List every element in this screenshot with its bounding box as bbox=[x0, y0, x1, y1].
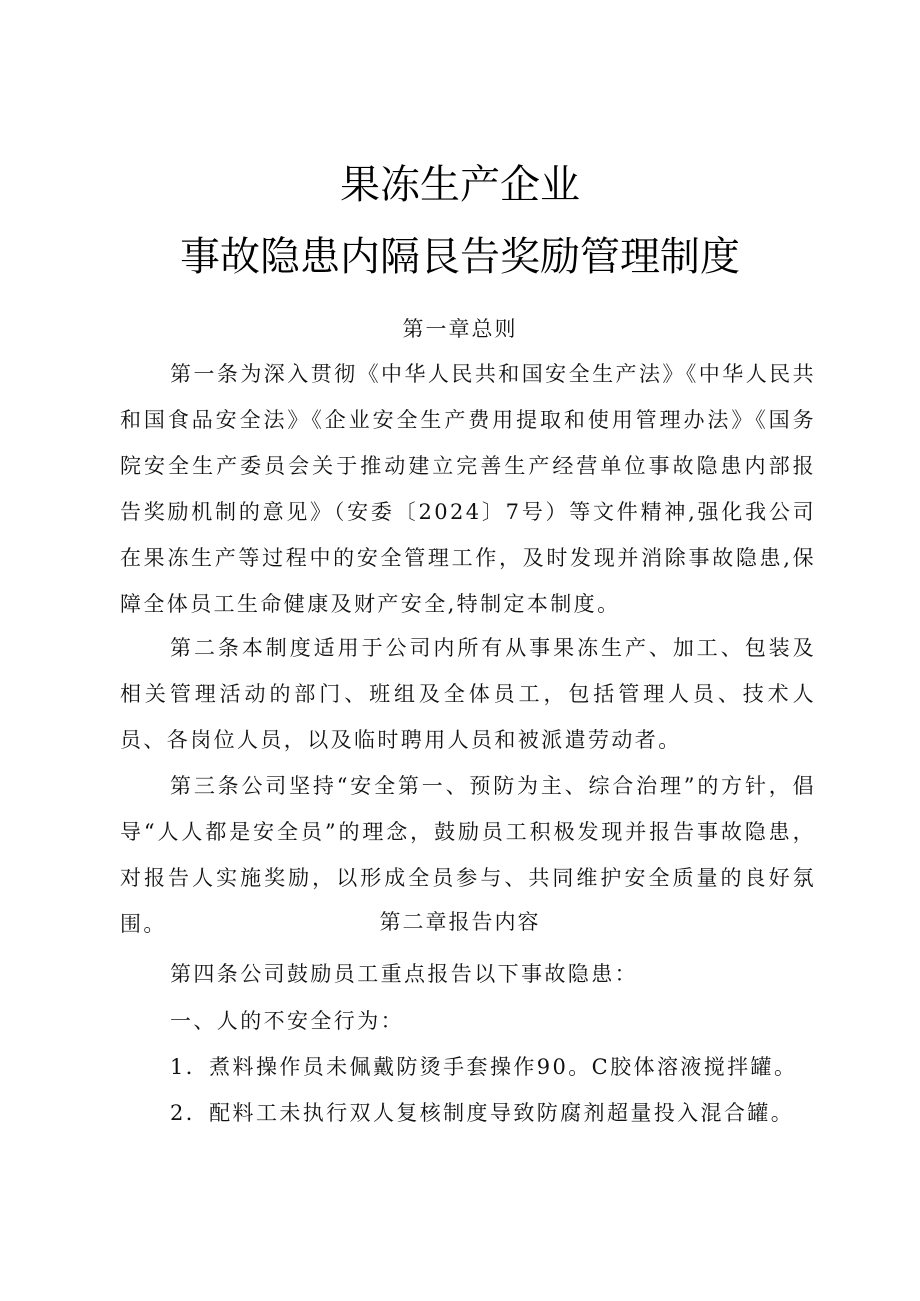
document-title-line1: 果冻生产企业 bbox=[340, 162, 580, 208]
chapter-heading-general: 第一章总则 bbox=[402, 317, 518, 341]
chapter-heading-report-content: 第二章报告内容 bbox=[379, 910, 541, 934]
article-1-paragraph: 第一条为深入贯彻《中华人民共和国安全生产法》《中华人民共和国食品安全法》《企业安全生产费用提取和使用管理办法》《国务院安全生产委员会关于推动建立完善生产经营单位事故隐患内部报告奖励机制的意见》（安委〔2024〕7号）等文件精神,强化我公司在果冻生产等过程中的安全管理工作，及时发现并消除事故隐患,保障全体员工生命健康及财产安全,特制定本制度。 bbox=[120, 362, 816, 616]
list-item: 1．煮料操作员未佩戴防烫手套操作90。C胶体溶液搅拌罐。 bbox=[170, 1055, 798, 1079]
section-unsafe-behavior: 一、人的不安全行为： bbox=[170, 1009, 404, 1033]
article-3-paragraph: 第三条公司坚持“安全第一、预防为主、综合治理”的方针，倡导“人人都是安全员”的理念，鼓励员工积极发现并报告事故隐患，对报告人实施奖励，以形成全员参与、共同维护安全质量的良好氛围。 bbox=[120, 774, 816, 936]
document-title-line2: 事故隐患内隔艮告奖励管理制度 bbox=[180, 234, 740, 280]
list-item: 2．配料工未执行双人复核制度导致防腐剂超量投入混合罐。 bbox=[170, 1101, 795, 1125]
article-4-paragraph: 第四条公司鼓励员工重点报告以下事故隐患： bbox=[170, 962, 638, 986]
article-2-paragraph: 第二条本制度适用于公司内所有从事果冻生产、加工、包装及相关管理活动的部门、班组及全体员工，包括管理人员、技术人员、各岗位人员，以及临时聘用人员和被派遣劳动者。 bbox=[120, 636, 816, 752]
